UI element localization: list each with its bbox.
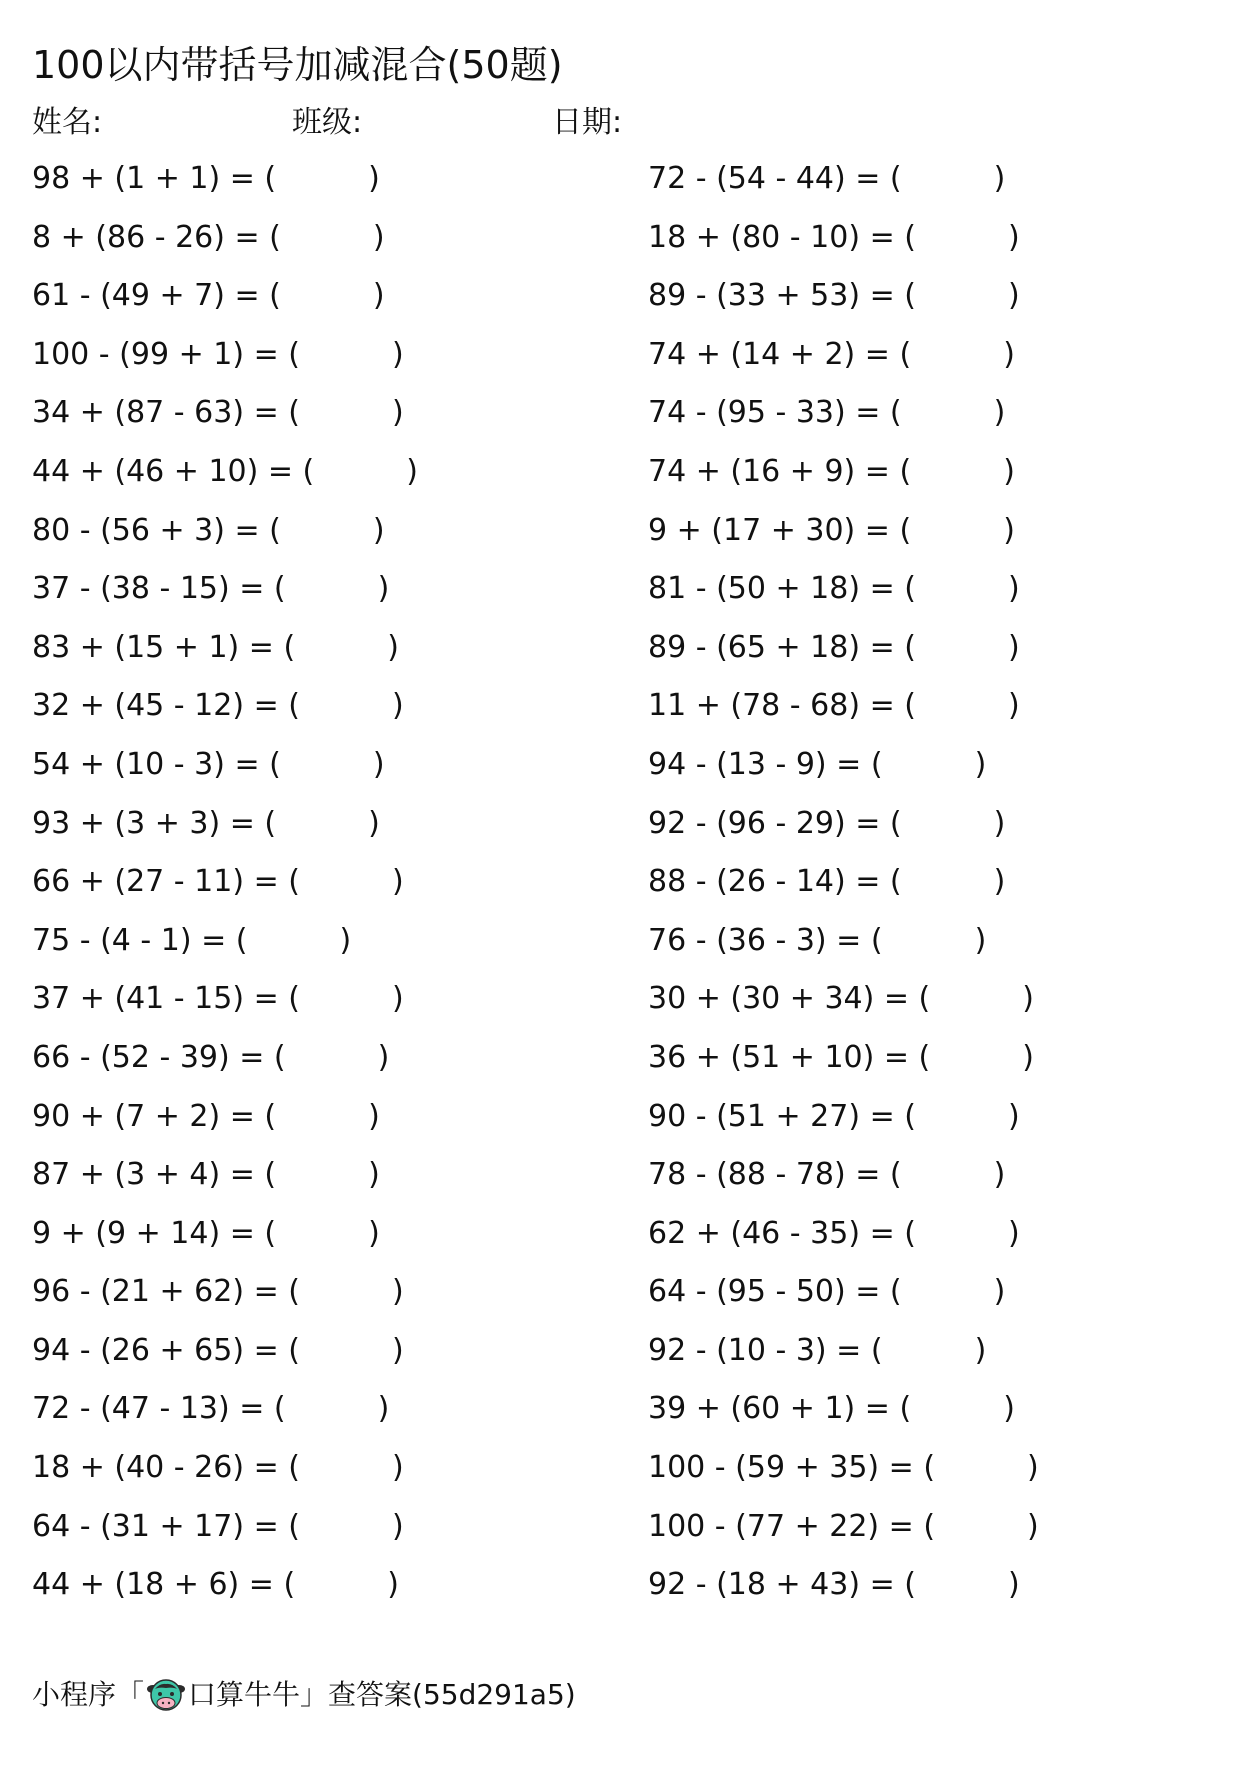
close-paren: ): [1027, 1450, 1039, 1486]
date-label: 日期:: [552, 105, 623, 140]
footer: [32, 1675, 576, 1715]
problem-expression: 36 + (51 + 10) = (: [648, 1039, 931, 1075]
close-paren: ): [368, 805, 380, 841]
problem-row: [32, 864, 418, 926]
problem-row: [32, 1391, 418, 1453]
problem-row: [648, 512, 1039, 575]
close-paren: ): [391, 1274, 404, 1310]
close-paren: ): [377, 1391, 390, 1427]
close-paren: ): [1003, 512, 1015, 548]
close-paren: ): [391, 395, 404, 431]
problem-row: [648, 1450, 1039, 1512]
problem-expression: 8 + (86 - 26) = (: [32, 219, 281, 255]
footer-suffix: 」查答案(55d291a5): [300, 1678, 576, 1711]
close-paren: ): [372, 746, 385, 782]
problem-row: [648, 1508, 1039, 1571]
problem-expression: 92 - (96 - 29) = (: [648, 805, 902, 841]
problem-row: [648, 453, 1039, 516]
answer-blank[interactable]: [911, 516, 1003, 546]
problem-expression: 100 - (99 + 1) = (: [32, 336, 300, 372]
close-paren: ): [993, 395, 1006, 431]
problem-expression: 74 + (16 + 9) = (: [648, 453, 912, 489]
problem-expression: 34 + (87 - 63) = (: [32, 395, 300, 431]
answer-blank[interactable]: [902, 1277, 994, 1307]
answer-blank[interactable]: [883, 1336, 975, 1366]
name-label: 姓名:: [32, 105, 103, 140]
close-paren: ): [387, 1567, 399, 1603]
problem-expression: 94 - (13 - 9) = (: [648, 746, 883, 782]
problem-expression: 81 - (50 + 18) = (: [648, 571, 916, 607]
close-paren: ): [377, 1039, 390, 1075]
problem-row: [32, 688, 418, 750]
problem-row: [648, 1274, 1039, 1336]
answer-blank[interactable]: [286, 1394, 378, 1424]
answer-blank[interactable]: [902, 164, 994, 194]
answer-blank[interactable]: [911, 340, 1003, 370]
answer-blank[interactable]: [300, 1512, 392, 1542]
problem-expression: 9 + (9 + 14) = (: [32, 1215, 277, 1251]
close-paren: ): [391, 981, 404, 1017]
problem-row: [648, 1157, 1039, 1219]
answer-blank[interactable]: [911, 457, 1003, 487]
close-paren: ): [391, 688, 404, 724]
problem-expression: 96 - (21 + 62) = (: [32, 1274, 300, 1310]
answer-blank[interactable]: [935, 1512, 1027, 1542]
problem-expression: 76 - (36 - 3) = (: [648, 922, 883, 958]
answer-blank[interactable]: [276, 1219, 368, 1249]
close-paren: ): [391, 336, 404, 372]
problem-expression: 9 + (17 + 30) = (: [648, 512, 912, 548]
problem-expression: 37 - (38 - 15) = (: [32, 571, 286, 607]
problem-row: [32, 629, 418, 692]
answer-blank[interactable]: [295, 1570, 387, 1600]
answer-blank[interactable]: [916, 223, 1008, 253]
problem-row: [648, 1391, 1039, 1453]
problem-expression: 92 - (10 - 3) = (: [648, 1332, 883, 1368]
problem-expression: 74 - (95 - 33) = (: [648, 395, 902, 431]
answer-blank[interactable]: [916, 633, 1008, 663]
answer-blank[interactable]: [916, 691, 1008, 721]
close-paren: ): [1007, 629, 1020, 665]
close-paren: ): [1007, 1567, 1020, 1603]
problem-row: [32, 571, 418, 633]
close-paren: ): [993, 805, 1006, 841]
problem-column-left: [32, 161, 418, 1629]
close-paren: ): [391, 864, 404, 900]
problem-expression: 30 + (30 + 34) = (: [648, 981, 931, 1017]
answer-blank[interactable]: [935, 1453, 1027, 1483]
problem-column-right: [648, 161, 1039, 1629]
close-paren: ): [1022, 1039, 1034, 1075]
close-paren: ): [993, 1274, 1006, 1310]
problem-expression: 94 - (26 + 65) = (: [32, 1332, 300, 1368]
answer-blank[interactable]: [276, 1160, 368, 1190]
problem-row: [32, 453, 418, 516]
close-paren: ): [993, 1157, 1006, 1193]
problem-row: [32, 981, 418, 1043]
answer-blank[interactable]: [300, 340, 392, 370]
answer-blank[interactable]: [300, 984, 392, 1014]
problem-row: [648, 1039, 1039, 1102]
problem-expression: 66 - (52 - 39) = (: [32, 1039, 286, 1075]
close-paren: ): [1007, 1215, 1020, 1251]
problem-row: [32, 1332, 418, 1395]
close-paren: ): [1007, 688, 1020, 724]
problem-row: [32, 1567, 418, 1629]
problem-row: [648, 161, 1039, 223]
answer-blank[interactable]: [286, 1043, 378, 1073]
problem-expression: 80 - (56 + 3) = (: [32, 512, 281, 548]
close-paren: ): [1022, 981, 1034, 1017]
close-paren: ): [1003, 1391, 1015, 1427]
problem-row: [32, 1157, 418, 1219]
close-paren: ): [368, 1215, 380, 1251]
close-paren: ): [368, 161, 380, 196]
answer-blank[interactable]: [902, 1160, 994, 1190]
answer-blank[interactable]: [902, 398, 994, 428]
problem-row: [32, 278, 418, 340]
close-paren: ): [1003, 453, 1015, 489]
problem-row: [32, 1098, 418, 1161]
answer-blank[interactable]: [916, 1102, 1008, 1132]
answer-blank[interactable]: [300, 398, 392, 428]
close-paren: ): [339, 922, 352, 958]
problem-row: [648, 1215, 1039, 1278]
close-paren: ): [368, 1157, 380, 1193]
answer-blank[interactable]: [295, 633, 387, 663]
close-paren: ): [1027, 1508, 1039, 1544]
problem-expression: 75 - (4 - 1) = (: [32, 922, 248, 958]
answer-blank[interactable]: [883, 926, 975, 956]
close-paren: ): [974, 1332, 987, 1368]
problem-expression: 78 - (88 - 78) = (: [648, 1157, 902, 1193]
problem-expression: 44 + (46 + 10) = (: [32, 453, 315, 489]
problem-row: [32, 1274, 418, 1336]
answer-blank[interactable]: [281, 750, 373, 780]
close-paren: ): [1007, 219, 1020, 255]
close-paren: ): [993, 864, 1006, 900]
problem-row: [32, 219, 418, 282]
problem-expression: 61 - (49 + 7) = (: [32, 278, 281, 314]
close-paren: ): [372, 512, 385, 548]
answer-blank[interactable]: [916, 1219, 1008, 1249]
problem-row: [32, 1450, 418, 1512]
problem-expression: 18 + (80 - 10) = (: [648, 219, 916, 255]
answer-blank[interactable]: [281, 516, 373, 546]
problem-row: [648, 571, 1039, 633]
close-paren: ): [1003, 336, 1015, 372]
answer-blank[interactable]: [276, 164, 368, 194]
problem-expression: 89 - (33 + 53) = (: [648, 278, 916, 314]
close-paren: ): [377, 571, 390, 607]
answer-blank[interactable]: [930, 1043, 1022, 1073]
answer-blank[interactable]: [916, 281, 1008, 311]
problem-expression: 64 - (95 - 50) = (: [648, 1274, 902, 1310]
close-paren: ): [974, 746, 987, 782]
problem-row: [648, 278, 1039, 340]
close-paren: ): [974, 922, 987, 958]
problem-expression: 11 + (78 - 68) = (: [648, 688, 916, 724]
problem-row: [648, 629, 1039, 692]
problem-row: [648, 1098, 1039, 1161]
problem-expression: 39 + (60 + 1) = (: [648, 1391, 912, 1427]
answer-blank[interactable]: [281, 223, 373, 253]
problem-row: [32, 1039, 418, 1102]
problem-expression: 32 + (45 - 12) = (: [32, 688, 300, 724]
answer-blank[interactable]: [276, 1102, 368, 1132]
answer-blank[interactable]: [300, 691, 392, 721]
problem-row: [32, 512, 418, 575]
answer-blank[interactable]: [916, 1570, 1008, 1600]
problem-expression: 100 - (59 + 35) = (: [648, 1450, 936, 1486]
problem-expression: 89 - (65 + 18) = (: [648, 629, 916, 665]
close-paren: ): [372, 278, 385, 314]
problem-row: [648, 688, 1039, 750]
close-paren: ): [387, 629, 399, 665]
answer-blank[interactable]: [300, 1277, 392, 1307]
problem-expression: 90 + (7 + 2) = (: [32, 1098, 277, 1134]
class-label: 班级:: [292, 105, 363, 140]
cow-icon: [146, 1675, 186, 1715]
problem-expression: 72 - (47 - 13) = (: [32, 1391, 286, 1427]
problem-row: [648, 981, 1039, 1043]
problem-expression: 88 - (26 - 14) = (: [648, 864, 902, 900]
problem-expression: 83 + (15 + 1) = (: [32, 629, 296, 665]
footer-app-name: 口算牛牛: [188, 1678, 301, 1711]
problem-row: [648, 922, 1039, 985]
answer-blank[interactable]: [902, 867, 994, 897]
answer-blank[interactable]: [930, 984, 1022, 1014]
problem-expression: 37 + (41 - 15) = (: [32, 981, 300, 1017]
problem-row: [32, 746, 418, 809]
problem-row: [32, 922, 418, 985]
problem-expression: 74 + (14 + 2) = (: [648, 336, 912, 372]
answer-blank[interactable]: [300, 1336, 392, 1366]
answer-blank[interactable]: [314, 457, 406, 487]
problem-expression: 93 + (3 + 3) = (: [32, 805, 277, 841]
problem-row: [648, 805, 1039, 868]
problem-row: [32, 805, 418, 868]
problem-row: [32, 336, 418, 399]
problem-expression: 62 + (46 - 35) = (: [648, 1215, 916, 1251]
problem-row: [32, 1508, 418, 1571]
answer-blank[interactable]: [911, 1394, 1003, 1424]
answer-blank[interactable]: [916, 574, 1008, 604]
problem-row: [32, 1215, 418, 1278]
answer-blank[interactable]: [300, 1453, 392, 1483]
problem-row: [648, 395, 1039, 457]
close-paren: ): [1007, 1098, 1020, 1134]
answer-blank[interactable]: [902, 809, 994, 839]
problem-expression: 64 - (31 + 17) = (: [32, 1508, 300, 1544]
problem-expression: 92 - (18 + 43) = (: [648, 1567, 916, 1603]
problem-expression: 72 - (54 - 44) = (: [648, 161, 902, 196]
answer-blank[interactable]: [247, 926, 339, 956]
answer-blank[interactable]: [286, 574, 378, 604]
footer-prefix: 小程序「: [32, 1678, 145, 1711]
problem-row: [32, 395, 418, 457]
problem-row: [648, 746, 1039, 809]
problem-row: [648, 864, 1039, 926]
problem-expression: 54 + (10 - 3) = (: [32, 746, 281, 782]
close-paren: ): [1007, 571, 1020, 607]
problem-row: [32, 161, 418, 223]
close-paren: ): [1007, 278, 1020, 314]
problem-expression: 18 + (40 - 26) = (: [32, 1450, 300, 1486]
problem-row: [648, 219, 1039, 282]
close-paren: ): [372, 219, 385, 255]
problem-row: [648, 1332, 1039, 1395]
problem-expression: 90 - (51 + 27) = (: [648, 1098, 916, 1134]
problem-expression: 98 + (1 + 1) = (: [32, 161, 277, 196]
answer-blank[interactable]: [276, 809, 368, 839]
close-paren: ): [391, 1450, 404, 1486]
page-title: 100以内带括号加减混合(50题): [32, 43, 563, 87]
close-paren: ): [391, 1332, 404, 1368]
problem-expression: 66 + (27 - 11) = (: [32, 864, 300, 900]
answer-blank[interactable]: [883, 750, 975, 780]
answer-blank[interactable]: [300, 867, 392, 897]
problem-expression: 44 + (18 + 6) = (: [32, 1567, 296, 1603]
problem-row: [648, 1567, 1039, 1629]
answer-blank[interactable]: [281, 281, 373, 311]
close-paren: ): [406, 453, 418, 489]
close-paren: ): [368, 1098, 380, 1134]
problem-expression: 100 - (77 + 22) = (: [648, 1508, 936, 1544]
problem-row: [648, 336, 1039, 399]
close-paren: ): [391, 1508, 404, 1544]
close-paren: ): [993, 161, 1006, 196]
problem-expression: 87 + (3 + 4) = (: [32, 1157, 277, 1193]
